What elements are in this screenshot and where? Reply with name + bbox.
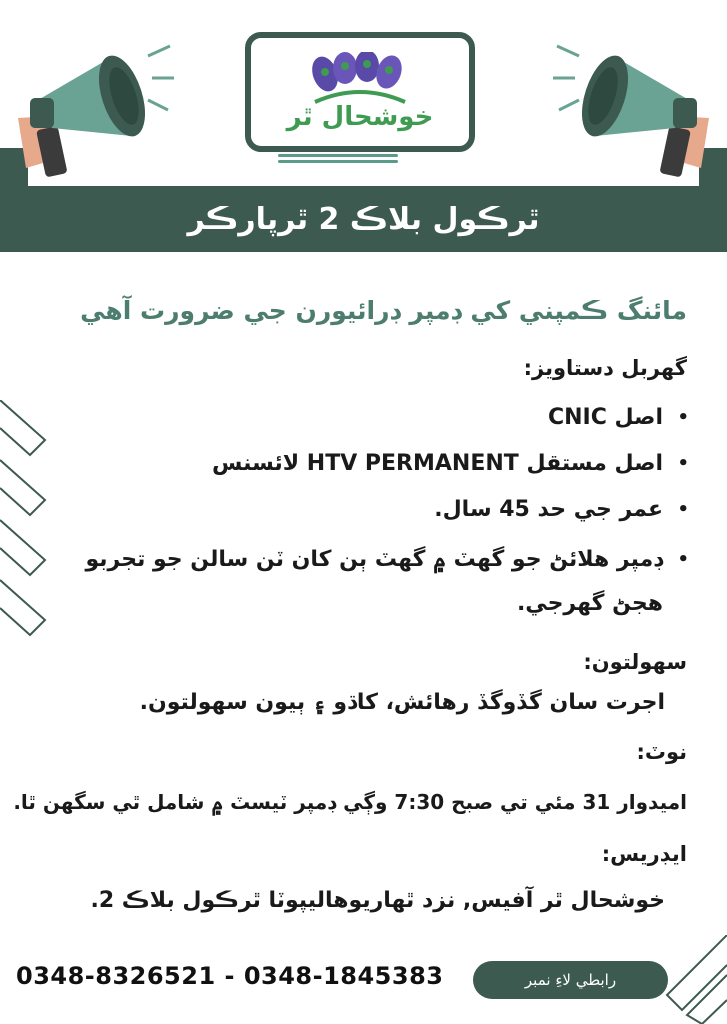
logo-frame <box>245 32 475 152</box>
phone-numbers[interactable]: 0348-8326521 - 0348-1845383 <box>16 962 444 990</box>
peacock-feather-icon <box>305 52 415 108</box>
title-banner <box>0 186 727 252</box>
address-text: خوشحال ٿر آفيس, نزد ٿهاريوهاليپوٽا ٿرڪول بلاڪ 2. <box>90 888 665 913</box>
facilities-label: سهولتون: <box>583 650 687 674</box>
list-item: • عمر جي حد 45 سال. <box>29 492 689 528</box>
address-label: ايڊريس: <box>601 842 687 866</box>
megaphone-left-icon <box>0 18 175 193</box>
facilities-text: اجرت سان گڏوگڏ رهائش، کاڌو ۽ ٻيون سهولتون. <box>139 690 665 715</box>
note-text: اميدوار 31 مئي تي صبح 7:30 وڳي ڊمپر ٽيسٽ ۾ شامل ٿي سگهن ٿا. <box>13 790 687 814</box>
banner-title: ٿرڪول بلاڪ 2 ٿرپارڪر <box>187 201 540 237</box>
job-heading: مائنگ ڪمپني کي ڊمپر ڊرائيورن جي ضرورت آهي <box>80 296 687 325</box>
logo-text: خوشحال ٿر <box>286 102 434 132</box>
list-item: • اصل مستقل HTV PERMANENT لائسنس <box>29 446 689 482</box>
note-label: نوٽ: <box>636 740 687 764</box>
list-item: • ڊمپر هلائڻ جو گهٽ ۾ گهٽ ٻن کان ٽن سالن جو تجربو هجڻ گهرجي. <box>29 538 689 626</box>
logo-underline <box>278 154 398 168</box>
list-item: • اصل CNIC <box>29 400 689 436</box>
contact-label <box>473 961 668 999</box>
megaphone-right-icon <box>552 18 727 193</box>
documents-list <box>29 400 689 636</box>
contact-label-text: رابطي لاءِ نمبر <box>524 971 617 989</box>
logo <box>263 43 458 141</box>
documents-label: گهربل دستاويز: <box>523 356 687 380</box>
